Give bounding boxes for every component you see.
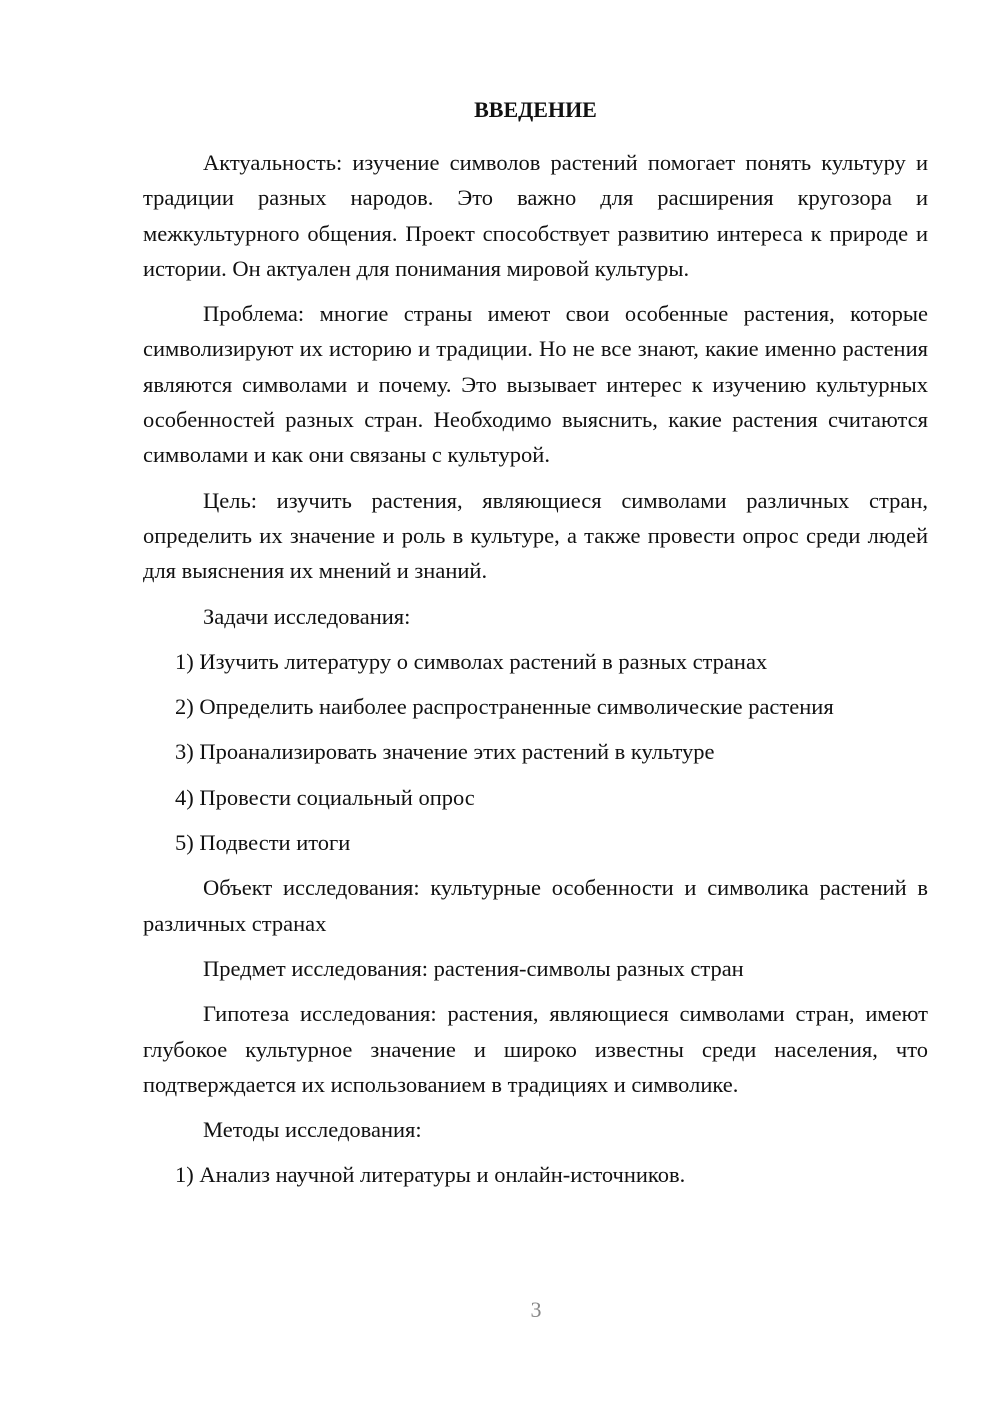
object-paragraph: Объект исследования: культурные особенности и символика растений в различных странах xyxy=(143,875,928,936)
task-item: 1) Изучить литературу о символах растений в разных странах xyxy=(175,648,768,674)
task-item: 4) Провести социальный опрос xyxy=(175,784,475,810)
methods-list xyxy=(143,1157,928,1192)
subject-paragraph: Предмет исследования: растения-символы разных стран xyxy=(203,955,744,981)
method-item: 1) Анализ научной литературы и онлайн-источников. xyxy=(175,1162,686,1188)
goal-paragraph: Цель: изучить растения, являющиеся символами различных стран, определить их значение и роль в культуре, а также провести опрос среди людей для выяснения их мнений и знаний. xyxy=(143,487,928,584)
page-title: ВВЕДЕНИЕ xyxy=(474,97,597,122)
page-content xyxy=(143,95,928,1203)
task-item: 5) Подвести итоги xyxy=(175,830,351,856)
page-number: 3 xyxy=(530,1297,542,1322)
task-item: 3) Проанализировать значение этих растений в культуре xyxy=(175,739,715,765)
tasks-list xyxy=(143,644,928,860)
hypothesis-paragraph: Гипотеза исследования: растения, являющиеся символами стран, имеют глубокое культурное значение и широко известны среди населения, что подтверждается их использованием в традициях и символике. xyxy=(143,1001,928,1097)
tasks-heading: Задачи исследования: xyxy=(203,603,411,629)
task-item: 2) Определить наиболее распространенные символические растения xyxy=(175,694,834,720)
problem-paragraph: Проблема: многие страны имеют свои особенные растения, которые символизируют их историю и традиции. Но не все знают, какие именно растения являются символами и почему. Это вызывает интерес к изучению культурных особенностей разных стран. Необходимо выяснить, какие растения считаются символами и как они связаны с культурой. xyxy=(143,301,928,468)
relevance-paragraph: Актуальность: изучение символов растений помогает понять культуру и традиции разных народов. Это важно для расширения кругозора и межкультурного общения. Проект способствует развитию интереса к природе и истории. Он актуален для понимания мировой культуры. xyxy=(143,150,928,281)
methods-heading: Методы исследования: xyxy=(203,1117,422,1143)
